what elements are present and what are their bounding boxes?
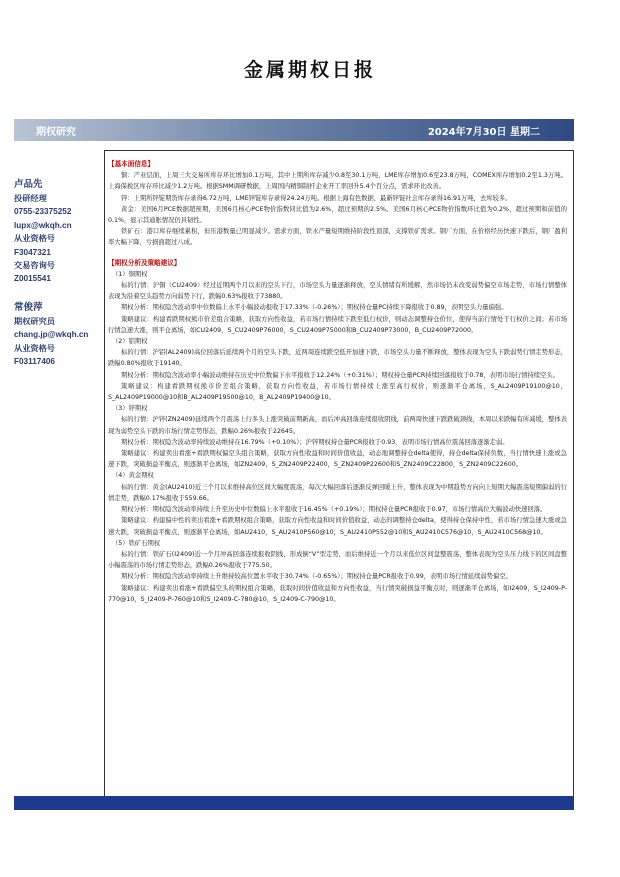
option-section (108, 403, 567, 470)
analyst-sidebar (14, 178, 106, 383)
option-section (108, 336, 567, 403)
report-title: 金属期权日报 (243, 59, 376, 81)
analyst-phone: 0755-23375252 (14, 207, 72, 217)
analyst-role: 期权研究员 (14, 316, 55, 326)
option-paragraph: 期权分析：期权隐含波动率持续上升至历史中位数偏上水平报收于16.45%（+0.19%）；期权持仓量PCR报收于0.97，市场行情高位大幅波动快速回落。 (121, 506, 547, 514)
option-section-heading: （2）铝期权 (112, 338, 148, 346)
option-section (108, 269, 567, 336)
qualification-label: 从业资格号 (14, 234, 55, 244)
option-paragraph: 标的行情：黄金(AU2410)近三个月以来维持高位区间大幅度震荡，每次大幅回落后逐渐反弹回暖上升，整体表现为中期趋势方向向上短期大幅震荡短期偏弱的行情走势，跌幅0.17%报收于559.66。 (108, 483, 567, 502)
analyst-card (14, 301, 106, 369)
strategy-heading: 【期权分析及策略建议】 (108, 258, 181, 267)
option-paragraph: 期权分析：期权隐含波动率持续上升维持较高位置水平收于30.74%（-0.65%）；期权持仓量PCR报收于0.99，表明市场行情延续弱势偏空。 (121, 573, 512, 581)
option-section-heading: （1）铜期权 (112, 270, 148, 278)
qualification-id: F3047321 (14, 247, 51, 257)
fundamentals-paragraph: 铜：产业层面，上周三大交易所库存环比增加0.1万吨，其中上期所库存减少0.8至30.1万吨，LME库存增加0.6至23.8万吨，COMEX库存增加0.2至1.3万吨。上海保税区库存环比减少1.2万吨。根据SMM调研数据，上周国内精铜制杆企业开工率回升5.4个百分点，需求环比改善。 (108, 172, 567, 191)
analyst-card (14, 178, 106, 286)
report-body (104, 150, 574, 800)
option-paragraph: 策略建议：构建看跌期权熊市价差组合策略，获取方向性收益，若市场行情持续下跌至低行权价，则动态调整持仓价位，使得当前行情处于行权价之间；若市场行情急速大涨，则平仓离场，如CU2409，S_CU2409P76000，S_CU2409P75000和B_CU2409P73000，B_CU2409P72000。 (108, 315, 567, 334)
analyst-name: 常俊萍 (14, 301, 43, 313)
option-paragraph: 标的行情：沪锌(ZN2409)延续两个月震荡上行多头上涨突破前期新高，而后冲高回落连续报收阴线，前两周快速下跌跌破颈线，本周以来跌幅有所减缓，整体表现为弱势空头下跌的市场行情走势形态，跌幅0.26%报收于22645。 (108, 416, 567, 435)
banner-date: 2024年7月30日 星期二 (427, 127, 540, 138)
option-section (108, 538, 567, 605)
advisor-id: Z0015541 (14, 274, 51, 284)
option-section-heading: （4）黄金期权 (112, 472, 154, 480)
qualification-id: F03117406 (14, 357, 55, 367)
option-paragraph: 期权分析：期权隐含波动率持续波动维持在16.79%（+0.10%）；沪锌期权持仓量PCR报收于0.93，表明市场行情高位震荡回落逐渐走弱。 (121, 438, 509, 446)
footer-bar (14, 796, 574, 810)
option-paragraph: 策略建议：构建卖出看涨+看跌期权偏空头组合策略，获取方向性收益和时间价值收益，动态地调整持仓delta使得，持仓delta保持负数，当行情快速上涨或急速下跌，突破损益平衡点，则逐渐平仓离场，如ZN2409，S_ZN2409P22400，S_ZN2409P22600和S_ZN2409C22800，S_ZN2409C22600。 (108, 450, 567, 469)
analyst-email[interactable]: chang.jp@wkqh.cn (14, 330, 89, 340)
option-paragraph: 策略建议：构建看跌期权熊市价差组合策略，获取方向性收益，若市场行情持续上涨至高行权价，则逐渐平仓离场，S_AL2409P19100@10，S_AL2409P19000@10和B_AL2409P19500@10，B_AL2409P19400@10。 (108, 382, 567, 402)
option-paragraph: 期权分析：期权隐含波动率中位数偏上水平小幅波动报收于17.33%（-0.26%）；期权持仓量PC持续下降报收于0.89，表明空头力量偏强。 (121, 304, 508, 312)
header-banner (14, 119, 574, 141)
analyst-role: 投研经理 (14, 194, 47, 203)
option-paragraph: 标的行情：沪铜（CU2409）经过近期两个月以来的空头下行，市场空头力量逐渐释放，空头情绪有所缓解，然市场仍未改变弱势偏空市场走势，市场行情整体表现为沿着空头趋势方向弱势下行，跌幅0.63%报收于73880。 (108, 282, 567, 301)
option-paragraph: 期权分析：期权隐含波动率小幅波动维持在历史中位数偏下水平报收于12.24%（+0.31%）；期权持仓量PCR持续回落报收于0.78，表明市场行情持续空头。 (121, 371, 559, 379)
option-paragraph: 标的行情：沪铝(AL2409)高位回落后延续两个月的空头下跌，近两周连续跌空低开加速下跌，市场空头力量不断释放，整体表现为空头下跌弱势行情走势形态，跌幅0.80%报收于19140。 (108, 349, 567, 368)
option-section (108, 470, 567, 537)
option-section-heading: （3）锌期权 (112, 405, 148, 413)
advisor-label: 交易咨询号 (14, 261, 55, 271)
banner-category: 期权研究 (36, 127, 76, 138)
analyst-email[interactable]: lupx@wkqh.cn (14, 220, 72, 230)
qualification-label: 从业资格号 (14, 343, 55, 353)
fundamentals-paragraph: 黄金：美国6月PCE数据超预期，美国6月核心PCE物价指数同比值为2.6%，超过预期的2.5%。美国6月核心PCE物价指数环比值为0.2%，超过预期和前值的0.1%，显示其通胀情况仍具韧性。 (108, 205, 567, 225)
option-section-heading: （5）铁矿石期权 (112, 539, 161, 547)
fundamentals-paragraph: 锌：上期所锌锭期货库存录得6.72万吨，LME锌锭库存录得24.24万吨。根据上海有色数据，最新锌锭社会库存录得16.91万吨，去库较多。 (121, 194, 512, 202)
option-paragraph: 策略建议：构建偏中性的卖出看涨+看跌期权组合策略，获取方向性收益和时间价值收益，动态的调整持仓delta，使得持仓保持中性，若市场行情急速大涨或急速大跌，突破损益平衡点，则逐渐平仓离场，如AU2410，S_AU2410P560@10，S_AU2410P552@10和S_AU2410C576@10，S_AU2410C568@10。 (108, 517, 567, 536)
fundamentals-paragraph: 铁矿石：港口库存继续累积，但压港数量已明显减少。需求方面，铁水产量短期维持阶段性顶部，支撑铁矿需求。钢厂方面，在价格经历快速下跌后，钢厂盈利率大幅下降，亏损面超过八成。 (108, 228, 567, 247)
option-paragraph: 策略建议：构建卖出看涨+看跌偏空头的期权组合策略，获取时间价值收益和方向性收益，当行情突破损益平衡点时，则逐渐平仓离场，如I2409，S_I2409-P-770@10，S_I2409-P-760@10和S_I2409-C-780@10，S_I2409-C-790@10。 (108, 584, 567, 603)
analyst-name: 卢品先 (14, 179, 43, 190)
option-paragraph: 标的行情：铁矿石(I2409)近一个月冲高回落连续报收阴线，形成倒“V”型走势，而后维持近一个月以来低位区间盘整震荡，整体表现为空头压力线下的区间盘整小幅震荡的市场行情走势形态，跌幅0.26%报收于775.50。 (108, 550, 567, 570)
fundamentals-heading: 【基本面信息】 (108, 160, 155, 168)
